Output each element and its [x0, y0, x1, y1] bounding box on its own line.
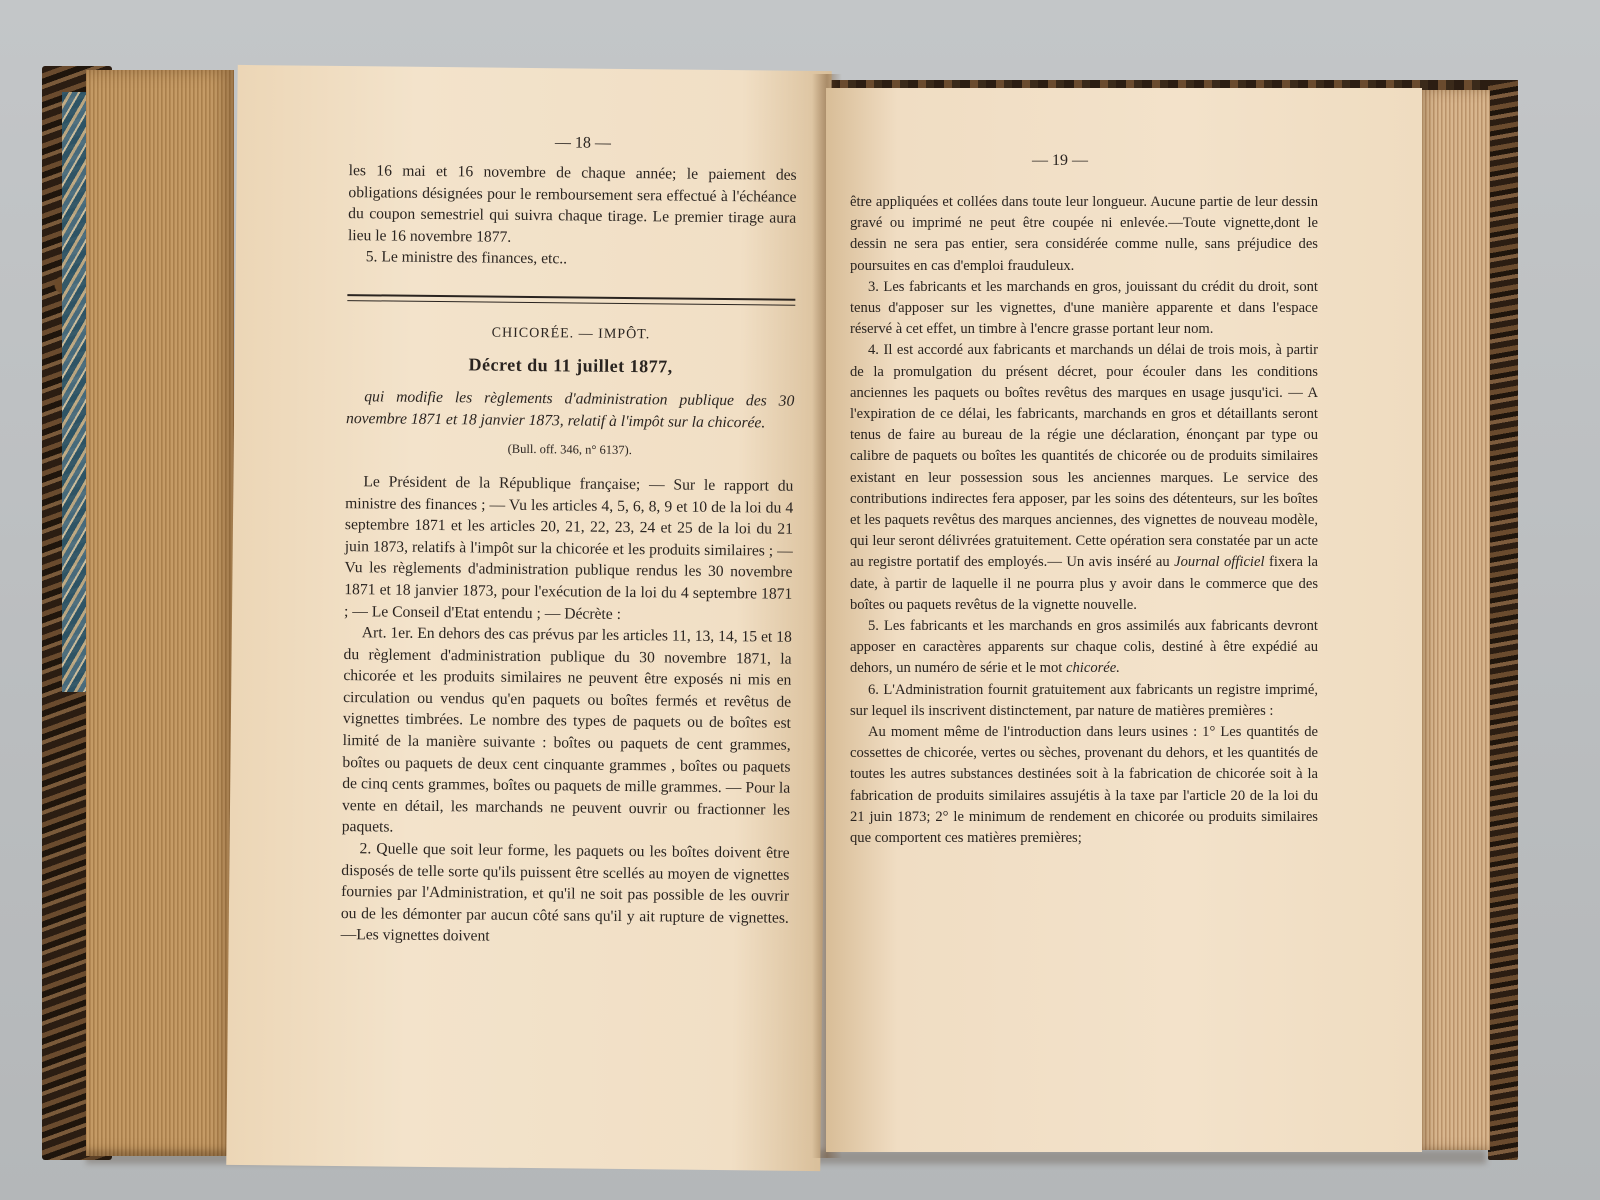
- right-page: [826, 88, 1422, 1152]
- right-paragraph-2: 3. Les fabricants et les marchands en gros, jouissant du crédit du droit, sont tenus d'apposer sur les vignettes, d'une manière apparente et dans l'espace réservé à cet effet, un timbre à l'encre grasse portant leur nom.: [850, 278, 1318, 338]
- left-paragraph-5: 2. Quelle que soit leur forme, les paquets ou les boîtes doivent être disposés de telle sorte qu'ils puissent être scellés au moyen de vignettes fournies par l'Administration, et qu'il ne soit pas possible de les ouvrir ou de les démonter par aucun côté sans qu'il y ait rupture de vignettes.—Les vignettes doivent: [340, 840, 790, 946]
- right-page-number: — 19 —: [1032, 152, 1088, 169]
- left-page-block-edge: [86, 70, 234, 1156]
- left-paragraph-2: 5. Le ministre des finances, etc..: [365, 248, 568, 268]
- right-paragraph-4-text: 5. Les fabricants et les marchands en gros assimilés aux fabricants devront apposer en caractères apparents sur chaque colis, destiné à être expédié au dehors, un numéro de série et le mot: [850, 618, 1318, 677]
- right-page-text: [850, 192, 1318, 849]
- left-paragraph-1: les 16 mai et 16 novembre de chaque année; le paiement des obligations désignées pour le remboursement sera effectué à l'échéance du coupon semestriel qui suivra chaque tirage. Le premier tirage aura lieu le 16 novembre 1877.: [347, 162, 797, 246]
- word-chicoree: chicorée.: [1066, 660, 1120, 677]
- section-heading: CHICORÉE. — IMPÔT.: [491, 325, 651, 343]
- right-paragraph-4: [850, 616, 1318, 680]
- right-paragraph-1: être appliquées et collées dans toute leur longueur. Aucune partie de leur dessin gravé ou imprimé ne peut être coupée ni enlevée.—Toute vignette,dont le dessin ne sera pas entier, sera considérée comme nulle, sans préjudice des poursuites en cas d'emploi frauduleux.: [850, 194, 1318, 274]
- right-paragraph-5: 6. L'Administration fournit gratuitement aux fabricants un registre imprimé, sur lequel ils inscrivent distinctement, par nature de matières premières :: [850, 681, 1318, 719]
- right-paragraph-6: Au moment même de l'introduction dans leurs usines : 1° Les quantités de cossettes de chicorée, vertes ou sèches, provenant du dehors, et les quantités de toutes les autres substances destinées soit à la fabrication de chicorée soit à la fabrication de produits similaires assujétis à la taxe par l'article 20 de la loi du 21 juin 1873; 2° le minimum de rendement en chicorée ou produits similaires que comportent ces matières premières;: [850, 724, 1318, 847]
- right-page-block-edge: [1418, 90, 1490, 1150]
- left-page-number: — 18 —: [554, 134, 612, 152]
- section-rule: [347, 294, 795, 306]
- right-paragraph-3-text: 4. Il est accordé aux fabricants et marchands un délai de trois mois, à partir de la promulgation du présent décret, pour écouler dans les conditions anciennes les paquets ou boîtes revêtus des marques en usage jusqu'ici. — A l'expiration de ce délai, les fabricants, marchands en gros et détaillants seront tenus de faire au bureau de la régie une déclaration, énonçant par type ou calibre de paquets ou boîtes les quantités de chicorée ou de produits similaires existant en leur possession sous les anciennes marques. Le service des contributions indirectes fera apposer, par les soins des détenteurs, sur les boîtes et les paquets revêtus des marques anciennes, des vignettes de nouveau modèle, qui leur seront délivrées gratuitement. Cette opération sera constatée par un acte au registre portatif des employés.— Un avis inséré au: [850, 342, 1318, 571]
- left-paragraph-4: Art. 1er. En dehors des cas prévus par les articles 11, 13, 14, 15 et 18 du règlement d'administration publique du 30 novembre 1871, la chicorée et les produits similaires ne peuvent être exposés ni mis en circulation ou vendus qu'en paquets ou boîtes fermés et revêtus de vignettes timbrées. Le nombre des types de paquets ou de boîtes est limité de la manière suivante : boîtes ou paquets de cent grammes, boîtes ou paquets de deux cent cinquante grammes , boîtes ou paquets de cinq cents grammes, boîtes ou paquets de mille grammes. — Pour la vente en détail, les marchands ne peuvent ouvrir ou fractionner les paquets.: [341, 624, 792, 837]
- left-page-text: [341, 160, 797, 951]
- bulletin-reference: (Bull. off. 346, n° 6137).: [507, 442, 632, 458]
- right-paragraph-3: [850, 340, 1318, 616]
- left-page: [226, 65, 831, 1171]
- decret-subtitle: qui modifie les règlements d'administration publique des 30 novembre 1871 et 18 janvier 1873, relatif à l'impôt sur la chicorée.: [345, 388, 795, 432]
- left-paragraph-3: Le Président de la République française; — Sur le rapport du ministre des finances ; — Vu les articles 4, 5, 6, 8, 9 et 10 de la loi du 4 septembre 1871 et les articles 20, 21, 22, 23, 24 et 25 de la loi du 21 juin 1873, relatifs à l'impôt sur la chicorée et les produits similaires ; — Vu les règlements d'administration publique rendus les 30 novembre 1871 et 18 janvier 1873, pour l'exécution de la loi du 4 septembre 1871 ; — Le Conseil d'Etat entendu ; — Décrète :: [343, 473, 794, 623]
- decret-title: Décret du 11 juillet 1877,: [468, 353, 673, 377]
- right-paragraph-3-end: fixera la date, à partir de laquelle il ne pourra plus y avoir dans le commerce que des boîtes ou paquets revêtus de la vignette nouvelle.: [850, 554, 1318, 613]
- right-cover-board: [1488, 80, 1518, 1160]
- journal-officiel: Journal officiel: [1174, 554, 1265, 571]
